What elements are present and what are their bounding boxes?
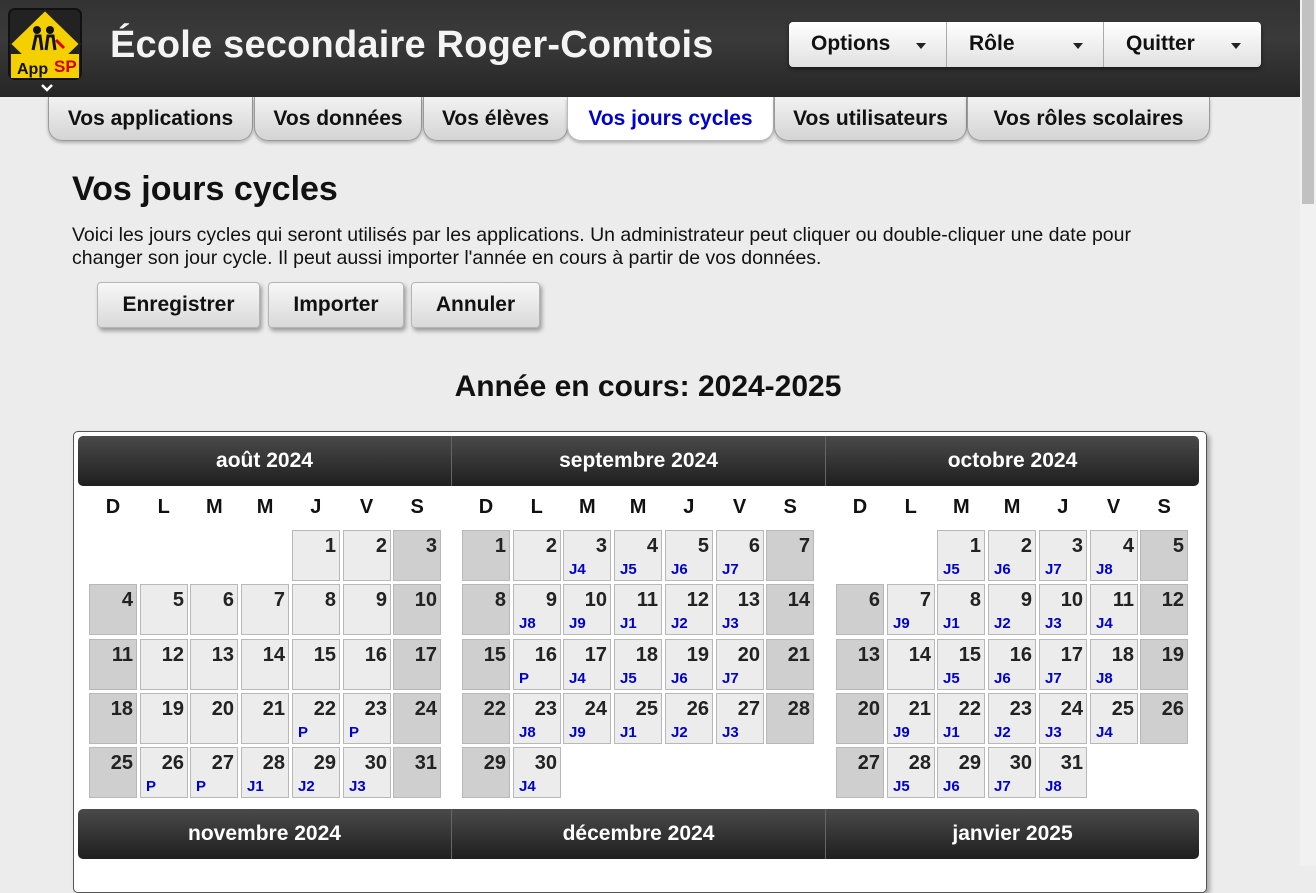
day-number: 28	[908, 752, 931, 774]
calendar-day[interactable]	[614, 639, 662, 690]
calendar-day[interactable]	[937, 530, 985, 581]
calendar-day[interactable]	[836, 639, 884, 690]
calendar-day[interactable]	[393, 584, 441, 635]
day-number: 9	[1020, 589, 1032, 611]
calendar-day[interactable]	[292, 530, 340, 581]
day-number: 6	[868, 589, 880, 611]
tab-utilisateurs[interactable]: Vos utilisateurs	[774, 97, 967, 141]
calendar-day[interactable]	[462, 693, 510, 744]
calendar-day[interactable]	[462, 639, 510, 690]
quit-menu-button[interactable]	[1104, 22, 1261, 67]
day-number: 30	[364, 752, 387, 774]
day-number: 21	[787, 644, 810, 666]
month-header: novembre 2024	[78, 809, 452, 859]
day-number: 10	[414, 589, 437, 611]
day-number: 26	[1161, 698, 1184, 720]
cycle-day-code: J9	[893, 724, 910, 741]
calendar-day[interactable]	[513, 639, 561, 690]
calendar-day[interactable]	[1140, 530, 1188, 581]
day-number: 16	[534, 644, 557, 666]
weekday-label: M	[1003, 496, 1021, 518]
day-number: 12	[161, 644, 184, 666]
calendar-day[interactable]	[836, 747, 884, 798]
day-number: 13	[737, 589, 760, 611]
day-number: 29	[313, 752, 336, 774]
calendar-day[interactable]	[140, 693, 188, 744]
day-number: 3	[1071, 535, 1083, 557]
calendar-day[interactable]	[937, 693, 985, 744]
calendar-day[interactable]	[1090, 584, 1138, 635]
calendar-day[interactable]	[937, 584, 985, 635]
cycle-day-code: J8	[1045, 778, 1062, 795]
chevron-down-icon[interactable]	[40, 82, 54, 94]
day-number: 18	[635, 644, 658, 666]
calendar-day[interactable]	[393, 639, 441, 690]
calendar-day[interactable]	[887, 639, 935, 690]
cycle-day-code: J4	[569, 670, 586, 687]
weekday-label: S	[1157, 496, 1171, 518]
intro-text: Voici les jours cycles qui seront utilisés par les applications. Un administrateur peut cliquer ou double-cliquer une date pour changer son jour cycle. Il peut aussi importer l'année en cours à partir de vos données.	[72, 224, 1131, 269]
weekday-label: M	[629, 496, 647, 518]
calendar-day[interactable]	[766, 530, 814, 581]
month-header: août 2024	[78, 436, 452, 486]
calendar-day[interactable]	[241, 693, 289, 744]
day-number: 2	[545, 535, 557, 557]
day-number: 8	[324, 589, 336, 611]
day-number: 5	[1172, 535, 1184, 557]
calendar-day[interactable]	[988, 530, 1036, 581]
tab-roles-scolaires[interactable]: Vos rôles scolaires	[967, 97, 1210, 141]
day-number: 4	[646, 535, 658, 557]
day-number: 25	[635, 698, 658, 720]
calendar-day[interactable]	[241, 747, 289, 798]
tab-jours-cycles[interactable]: Vos jours cycles	[567, 97, 774, 141]
cycle-day-code: J1	[247, 778, 264, 795]
caret-down-icon	[1231, 43, 1241, 49]
cycle-day-code: J5	[943, 561, 960, 578]
day-number: 22	[313, 698, 336, 720]
day-number: 15	[313, 644, 336, 666]
day-number: 14	[787, 589, 810, 611]
tab-donnees[interactable]: Vos données	[254, 97, 422, 141]
day-number: 27	[737, 698, 760, 720]
weekday-label: J	[310, 496, 322, 518]
day-number: 24	[584, 698, 607, 720]
cycle-day-code: J3	[1045, 724, 1062, 741]
month-header: décembre 2024	[452, 809, 826, 859]
calendar-day[interactable]	[614, 693, 662, 744]
day-number: 31	[1060, 752, 1083, 774]
calendar-day[interactable]	[937, 747, 985, 798]
cycle-day-code: P	[519, 670, 530, 687]
tab-eleves[interactable]: Vos élèves	[423, 97, 568, 141]
year-title: Année en cours: 2024-2025	[454, 370, 842, 403]
import-button[interactable]: Importer	[268, 282, 404, 328]
calendar-day[interactable]	[665, 639, 713, 690]
day-number: 17	[1060, 644, 1083, 666]
calendar-day[interactable]	[393, 693, 441, 744]
calendar-day[interactable]	[462, 747, 510, 798]
calendar-day[interactable]	[1090, 693, 1138, 744]
cycle-day-code: J5	[943, 670, 960, 687]
cycle-day-code: J7	[994, 778, 1011, 795]
calendar-day[interactable]	[513, 584, 561, 635]
day-number: 16	[364, 644, 387, 666]
calendar-day[interactable]	[614, 530, 662, 581]
weekday-label: L	[157, 496, 170, 518]
day-number: 19	[161, 698, 184, 720]
cycle-day-code: J3	[1045, 615, 1062, 632]
scrollbar-thumb[interactable]	[1302, 0, 1314, 204]
weekday-label: L	[904, 496, 917, 518]
day-number: 1	[494, 535, 506, 557]
calendar-day[interactable]	[563, 639, 611, 690]
calendar-day[interactable]	[140, 639, 188, 690]
day-number: 24	[414, 698, 437, 720]
day-number: 25	[110, 752, 133, 774]
day-number: 10	[1060, 589, 1083, 611]
weekday-label: D	[852, 496, 868, 518]
day-number: 16	[1009, 644, 1032, 666]
day-number: 29	[958, 752, 981, 774]
calendar-day[interactable]	[937, 639, 985, 690]
cycle-day-code: J9	[569, 724, 586, 741]
cycle-day-code: J2	[994, 724, 1011, 741]
cycle-day-code: J3	[349, 778, 366, 795]
calendar-day[interactable]	[887, 747, 935, 798]
day-number: 11	[111, 644, 133, 666]
cancel-button[interactable]: Annuler	[411, 282, 540, 328]
cycle-day-code: J1	[620, 724, 637, 741]
day-number: 17	[584, 644, 607, 666]
day-number: 28	[262, 752, 285, 774]
calendar-day[interactable]	[766, 639, 814, 690]
calendar-day[interactable]	[343, 693, 391, 744]
caret-down-icon	[1073, 43, 1083, 49]
calendar-day[interactable]	[393, 530, 441, 581]
options-menu-button[interactable]	[789, 22, 947, 67]
calendar-day[interactable]	[190, 693, 238, 744]
cycle-day-code: J4	[569, 561, 586, 578]
day-number: 5	[697, 535, 709, 557]
day-number: 15	[483, 644, 506, 666]
weekday-label: V	[1106, 496, 1121, 518]
cycle-day-code: J7	[722, 561, 739, 578]
cycle-day-code: J2	[298, 778, 315, 795]
day-number: 7	[919, 589, 931, 611]
role-menu-button[interactable]	[947, 22, 1104, 67]
day-number: 23	[1009, 698, 1032, 720]
calendar-day[interactable]	[190, 584, 238, 635]
calendar-day[interactable]	[1039, 747, 1087, 798]
calendar-day[interactable]	[887, 584, 935, 635]
calendar-day[interactable]	[716, 530, 764, 581]
cycle-day-code: J4	[1096, 724, 1113, 741]
calendar-day[interactable]	[513, 530, 561, 581]
cycle-day-code: J6	[671, 561, 688, 578]
day-number: 29	[483, 752, 506, 774]
day-number: 30	[1009, 752, 1032, 774]
day-number: 27	[211, 752, 234, 774]
day-number: 23	[364, 698, 387, 720]
app-logo[interactable]	[6, 6, 84, 82]
calendar-day[interactable]	[665, 530, 713, 581]
day-number: 2	[375, 535, 387, 557]
weekday-label: M	[206, 496, 223, 518]
day-number: 25	[1111, 698, 1134, 720]
day-number: 6	[222, 589, 234, 611]
cycle-day-code: J1	[943, 615, 960, 632]
day-number: 20	[211, 698, 234, 720]
quit-label: Quitter	[1126, 32, 1195, 55]
day-number: 17	[414, 644, 437, 666]
save-button[interactable]: Enregistrer	[97, 282, 260, 328]
cycle-day-code: J3	[722, 724, 739, 741]
day-number: 14	[908, 644, 931, 666]
day-number: 14	[262, 644, 285, 666]
calendar-day[interactable]	[1140, 693, 1188, 744]
day-number: 6	[748, 535, 760, 557]
calendar-day[interactable]	[1140, 584, 1188, 635]
day-number: 27	[857, 752, 880, 774]
app-header	[0, 0, 1300, 97]
calendar-day[interactable]	[988, 747, 1036, 798]
calendar-day[interactable]	[1140, 639, 1188, 690]
calendar-day[interactable]	[1039, 693, 1087, 744]
day-number: 4	[121, 589, 133, 611]
cycle-day-code: J2	[671, 615, 688, 632]
calendar-day[interactable]	[89, 747, 137, 798]
calendar-day[interactable]	[241, 584, 289, 635]
options-label: Options	[811, 32, 891, 55]
cycle-day-code: J7	[722, 670, 739, 687]
page-title: Vos jours cycles	[72, 170, 338, 208]
day-number: 20	[737, 644, 760, 666]
cycle-day-code: J6	[994, 670, 1011, 687]
cycle-day-code: P	[146, 778, 157, 795]
calendar-day[interactable]	[89, 639, 137, 690]
caret-down-icon	[916, 43, 926, 49]
cycle-day-code: J5	[893, 778, 910, 795]
day-number: 22	[958, 698, 981, 720]
cycle-day-code: P	[196, 778, 207, 795]
cycle-day-code: J3	[722, 615, 739, 632]
day-number: 15	[958, 644, 981, 666]
cycle-day-code: J8	[1096, 670, 1113, 687]
cycle-day-code: J4	[1096, 615, 1113, 632]
cycle-day-code: J8	[519, 615, 536, 632]
day-number: 24	[1060, 698, 1083, 720]
cycle-day-code: J1	[943, 724, 960, 741]
calendar-day[interactable]	[513, 747, 561, 798]
calendar-day[interactable]	[89, 693, 137, 744]
calendar-day[interactable]	[887, 693, 935, 744]
cycle-day-code: J9	[569, 615, 586, 632]
calendar-day[interactable]	[563, 530, 611, 581]
day-number: 26	[161, 752, 184, 774]
day-number: 19	[1161, 644, 1184, 666]
calendar-day[interactable]	[766, 693, 814, 744]
cycle-day-code: J6	[671, 670, 688, 687]
calendar-day[interactable]	[766, 584, 814, 635]
day-number: 8	[969, 589, 981, 611]
calendar-day[interactable]	[1090, 639, 1138, 690]
day-number: 10	[584, 589, 607, 611]
weekday-label: J	[1057, 496, 1069, 518]
day-number: 8	[494, 589, 506, 611]
calendar-day[interactable]	[836, 584, 884, 635]
day-number: 31	[414, 752, 437, 774]
top-menu	[789, 22, 1261, 67]
role-label: Rôle	[969, 32, 1015, 55]
cycle-day-code: J8	[1096, 561, 1113, 578]
day-number: 20	[857, 698, 880, 720]
weekday-label: D	[105, 496, 121, 518]
calendar-day[interactable]	[1039, 639, 1087, 690]
day-number: 22	[483, 698, 506, 720]
calendar-day[interactable]	[1039, 530, 1087, 581]
calendar-day[interactable]	[1090, 530, 1138, 581]
weekday-label: V	[359, 496, 374, 518]
cycle-day-code: J2	[994, 615, 1011, 632]
weekday-label: M	[256, 496, 274, 518]
page-scrollbar[interactable]	[1300, 0, 1316, 866]
day-number: 3	[425, 535, 437, 557]
calendar-day[interactable]	[190, 747, 238, 798]
weekday-label: S	[410, 496, 424, 518]
weekday-label: S	[783, 496, 797, 518]
day-number: 18	[110, 698, 133, 720]
cycle-day-code: J6	[994, 561, 1011, 578]
cycle-day-code: J7	[1045, 670, 1062, 687]
weekday-label: D	[478, 496, 494, 518]
cycle-day-code: J9	[893, 615, 910, 632]
month-header: octobre 2024	[826, 436, 1199, 486]
calendar-day[interactable]	[665, 693, 713, 744]
day-number: 7	[273, 589, 285, 611]
svg-text:SP: SP	[54, 57, 77, 76]
calendar-day[interactable]	[513, 693, 561, 744]
day-number: 28	[787, 698, 810, 720]
day-number: 9	[375, 589, 387, 611]
day-number: 13	[211, 644, 234, 666]
calendar-day[interactable]	[836, 693, 884, 744]
month-header: septembre 2024	[452, 436, 826, 486]
day-number: 21	[262, 698, 285, 720]
day-number: 7	[798, 535, 810, 557]
calendar-day[interactable]	[343, 530, 391, 581]
day-number: 3	[595, 535, 607, 557]
cycle-day-code: J8	[519, 724, 536, 741]
day-number: 9	[545, 589, 557, 611]
calendar-day[interactable]	[614, 584, 662, 635]
svg-text:App: App	[17, 61, 49, 78]
site-title: École secondaire Roger-Comtois	[110, 24, 714, 66]
weekday-label: M	[953, 496, 970, 518]
calendar-day[interactable]	[343, 747, 391, 798]
calendar-day[interactable]	[241, 639, 289, 690]
day-number: 2	[1020, 535, 1032, 557]
calendar-day[interactable]	[292, 584, 340, 635]
calendar-day[interactable]	[462, 530, 510, 581]
calendar-day[interactable]	[1039, 584, 1087, 635]
calendar-day[interactable]	[190, 639, 238, 690]
calendar-day[interactable]	[292, 693, 340, 744]
calendar-day[interactable]	[292, 747, 340, 798]
day-number: 19	[686, 644, 709, 666]
day-number: 12	[1161, 589, 1184, 611]
calendar-day[interactable]	[988, 584, 1036, 635]
day-number: 1	[324, 535, 336, 557]
calendar-day[interactable]	[89, 584, 137, 635]
calendar-day[interactable]	[988, 639, 1036, 690]
calendar-day[interactable]	[343, 639, 391, 690]
cycle-day-code: J6	[943, 778, 960, 795]
tab-applications[interactable]: Vos applications	[48, 97, 253, 141]
day-number: 30	[534, 752, 557, 774]
calendar-day[interactable]	[988, 693, 1036, 744]
cycle-day-code: J1	[620, 615, 637, 632]
calendar-day[interactable]	[140, 584, 188, 635]
cycle-day-code: J2	[671, 724, 688, 741]
cycle-day-code: J5	[620, 561, 637, 578]
calendar-day[interactable]	[292, 639, 340, 690]
calendar-day[interactable]	[462, 584, 510, 635]
weekday-label: M	[579, 496, 596, 518]
calendar-day[interactable]	[716, 693, 764, 744]
day-number: 13	[857, 644, 880, 666]
calendar-day[interactable]	[393, 747, 441, 798]
weekday-label: J	[683, 496, 695, 518]
day-number: 23	[534, 698, 557, 720]
cycle-day-code: P	[349, 724, 360, 741]
calendar-day[interactable]	[716, 639, 764, 690]
weekday-label: L	[530, 496, 543, 518]
day-number: 11	[1112, 589, 1134, 611]
day-number: 11	[636, 589, 658, 611]
calendar-day[interactable]	[716, 584, 764, 635]
day-number: 18	[1111, 644, 1134, 666]
calendar-day[interactable]	[563, 693, 611, 744]
day-number: 5	[172, 589, 184, 611]
calendar-day[interactable]	[140, 747, 188, 798]
day-number: 21	[908, 698, 931, 720]
cycle-day-code: P	[298, 724, 309, 741]
cycle-day-code: J5	[620, 670, 637, 687]
day-number: 12	[686, 589, 709, 611]
cycle-day-code: J7	[1045, 561, 1062, 578]
weekday-label: V	[732, 496, 747, 518]
day-number: 4	[1122, 535, 1134, 557]
month-header: janvier 2025	[826, 809, 1199, 859]
calendar-day[interactable]	[563, 584, 611, 635]
day-number: 1	[969, 535, 981, 557]
day-number: 26	[686, 698, 709, 720]
cycle-day-code: J4	[519, 778, 536, 795]
calendar-day[interactable]	[343, 584, 391, 635]
calendar-day[interactable]	[665, 584, 713, 635]
